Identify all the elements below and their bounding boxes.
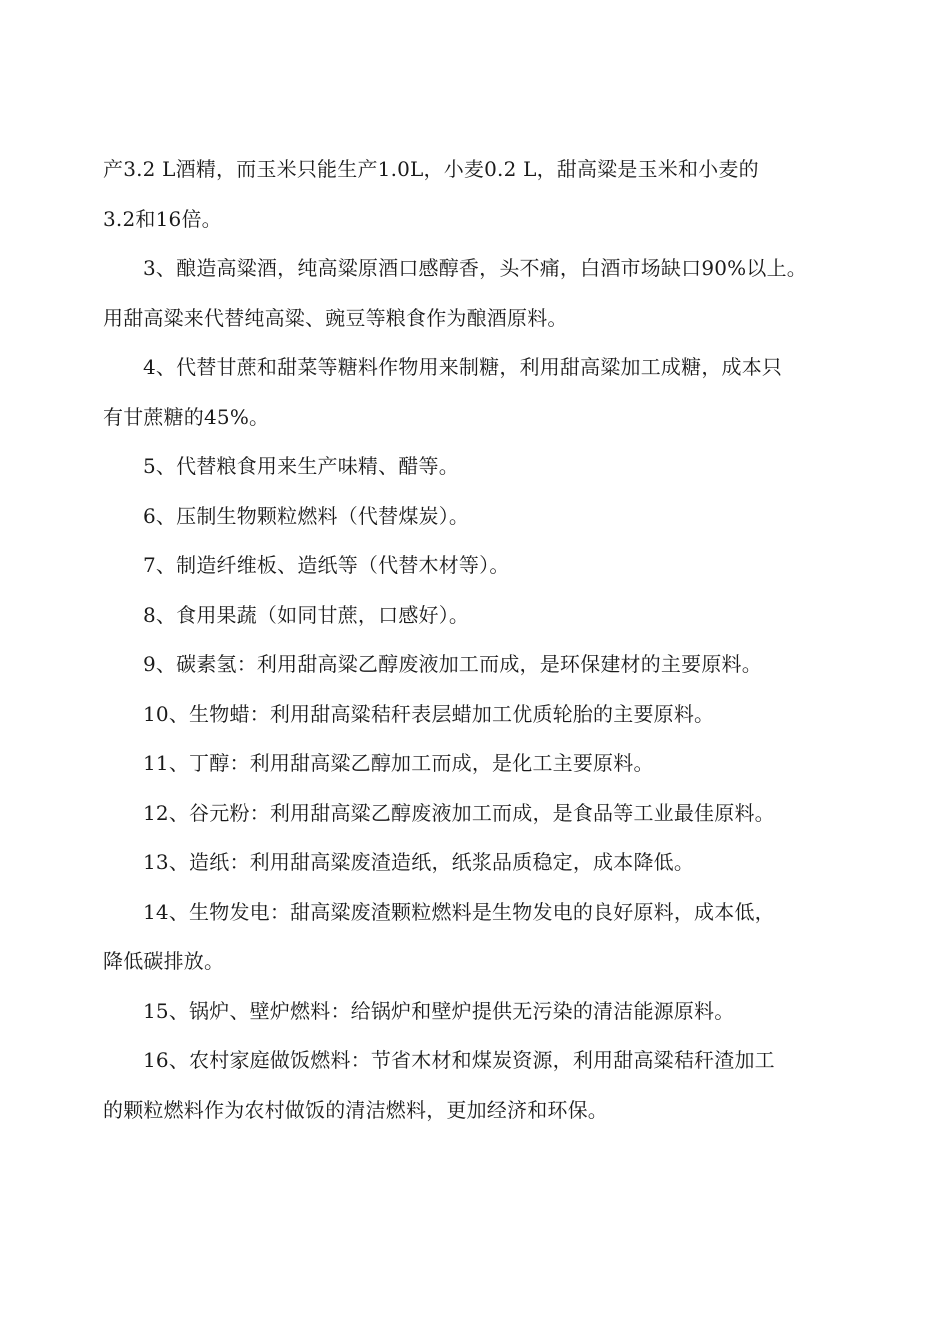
text-line: 3.2和16倍。 bbox=[103, 206, 222, 231]
text-line: 产3.2 L酒精，而玉米只能生产1.0L，小麦0.2 L，甜高粱是玉米和小麦的 bbox=[103, 157, 759, 181]
text-line: 降低碳排放。 bbox=[103, 949, 225, 973]
text-line: 的颗粒燃料作为农村做饭的清洁燃料，更加经济和环保。 bbox=[103, 1097, 608, 1122]
list-item-7: 7、制造纤维板、造纸等（代替木材等）。 bbox=[143, 553, 510, 577]
list-item-5: 5、代替粮食用来生产味精、醋等。 bbox=[143, 454, 459, 478]
list-item-9: 9、碳素氢：利用甜高粱乙醇废液加工而成，是环保建材的主要原料。 bbox=[143, 652, 762, 676]
list-item-8: 8、食用果蔬（如同甘蔗，口感好）。 bbox=[143, 602, 470, 627]
list-item-3: 3、酿造高粱酒，纯高粱原酒口感醇香，头不痛，白酒市场缺口90%以上。 bbox=[143, 256, 807, 280]
document-body bbox=[103, 145, 863, 1135]
list-item-4: 4、代替甘蔗和甜菜等糖料作物用来制糖，利用甜高粱加工成糖，成本只 bbox=[143, 355, 783, 379]
list-item-13: 13、造纸：利用甜高粱废渣造纸，纸浆品质稳定，成本降低。 bbox=[143, 850, 695, 874]
list-item-10: 10、生物蜡：利用甜高粱秸秆表层蜡加工优质轮胎的主要原料。 bbox=[143, 701, 715, 726]
list-item-15: 15、锅炉、壁炉燃料：给锅炉和壁炉提供无污染的清洁能源原料。 bbox=[143, 998, 735, 1023]
list-item-16: 16、农村家庭做饭燃料：节省木材和煤炭资源，利用甜高粱秸秆渣加工 bbox=[143, 1048, 775, 1072]
list-item-14: 14、生物发电：甜高粱废渣颗粒燃料是生物发电的良好原料，成本低， bbox=[143, 899, 775, 924]
list-item-11: 11、丁醇：利用甜高粱乙醇加工而成，是化工主要原料。 bbox=[143, 751, 654, 775]
text-line: 有甘蔗糖的45%。 bbox=[103, 404, 270, 429]
text-line: 用甜高粱来代替纯高粱、豌豆等粮食作为酿酒原料。 bbox=[103, 305, 568, 330]
list-item-12: 12、谷元粉：利用甜高粱乙醇废液加工而成，是食品等工业最佳原料。 bbox=[143, 800, 775, 825]
list-item-6: 6、压制生物颗粒燃料（代替煤炭）。 bbox=[143, 503, 470, 528]
